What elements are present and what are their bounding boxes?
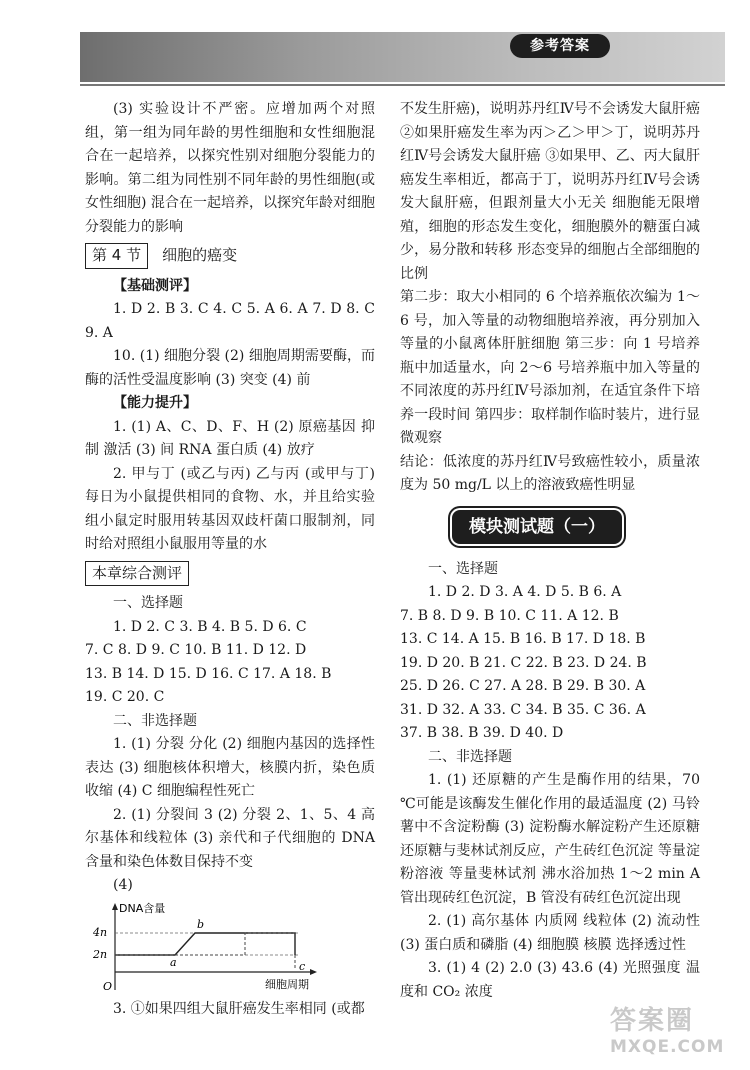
choice-line-1: 1. D 2. C 3. B 4. B 5. D 6. C xyxy=(113,618,307,635)
section-number-box: 第 4 节 xyxy=(85,243,148,269)
module-choice-line-6: 31. D 32. A 33. C 34. B 35. C 36. A xyxy=(400,701,646,718)
tick-4n: 4n xyxy=(93,925,108,939)
module-answer-2: 2. (1) 高尔基体 内质网 线粒体 (2) 流动性 (3) 蛋白质和磷脂 (4) 细胞膜 核膜 选择透过性 xyxy=(400,913,700,953)
watermark-url: MXQE.COM xyxy=(610,1037,725,1057)
non-choice-answer-1: 1. (1) 分裂 分化 (2) 细胞内基因的选择性表达 (3) 细胞核体积增大，核膜内折，染色质收缩 (4) C 细胞编程性死亡 xyxy=(85,736,375,799)
graph-dna-curve xyxy=(115,933,295,955)
non-choice-answer-2-4: (4) xyxy=(113,877,133,893)
non-choice-answer-2: 2. (1) 分裂间 3 (2) 分裂 2、1、5、4 高尔基体和线粒体 (3) 亲代和子代细胞的 DNA 含量和染色体数目保持不变 xyxy=(85,806,375,870)
paragraph-step-2: 第二步：取大小相同的 6 个培养瓶依次编为 1～6 号，加入等量的动物细胞培养液，再分别加入等量的小鼠离体肝脏细胞 第三步：向 1 号培养瓶中加适量水，向 2～6 号培养瓶中加入等量的不同浓度的苏丹红Ⅳ号添加剂，在适宜条件下培养一段时间 第四步：取样制作临时装片，进行显微观察 xyxy=(400,289,700,446)
ability-answer-1: 1. (1) A、C、D、F、H (2) 原癌基因 抑制 激活 (3) 间 RNA 蛋白质 (4) 放疗 xyxy=(85,418,375,458)
answer-key-badge: 参考答案 xyxy=(510,34,610,58)
header-rule xyxy=(80,84,725,86)
module-choice-line-4: 19. D 20. B 21. C 22. B 23. D 24. B xyxy=(400,654,647,671)
choice-line-4: 19. C 20. C xyxy=(85,689,165,705)
right-column xyxy=(400,98,700,1004)
header-bar xyxy=(80,32,725,82)
paragraph-continued: 不发生肝癌)，说明苏丹红Ⅳ号不会诱发大鼠肝癌 ②如果肝癌发生率为丙＞乙＞甲＞丁，说明苏丹红Ⅳ号会诱发大鼠肝癌 ③如果甲、乙、丙大鼠肝癌发生率相近，都高于丁，说明苏丹红Ⅳ号会诱发大鼠肝癌，但跟剂量大小无关 细胞能无限增殖，细胞的形态发生变化，细胞膜外的糖蛋白减少，易分散和转移 形态变异的细胞占全部细胞的比例 xyxy=(400,101,700,282)
graph-x-label: 细胞周期 xyxy=(265,977,309,991)
ability-answer-2: 2. 甲与丁 (或乙与丙) 乙与丙 (或甲与丁) 每日为小鼠提供相同的食物、水，并且给实验组小鼠定时服用转基因双歧杆菌口服制剂，同时给对照组小鼠服用等量的水 xyxy=(85,465,375,552)
choice-line-3: 13. B 14. D 15. D 16. C 17. A 18. B xyxy=(85,665,332,682)
section-title: 细胞的癌变 xyxy=(162,246,238,264)
module-choice-line-7: 37. B 38. B 39. D 40. D xyxy=(400,725,564,741)
module-answer-3: 3. (1) 4 (2) 2.0 (3) 43.6 (4) 光照强度 温度和 CO₂ 浓度 xyxy=(400,960,700,1000)
graph-y-label: DNA含量 xyxy=(119,901,166,915)
module-answer-1: 1. (1) 还原糖的产生是酶作用的结果，70 ℃可能是该酶发生催化作用的最适温度 (2) 马铃薯中不含淀粉酶 (3) 淀粉酶水解淀粉产生还原糖 还原糖与斐林试剂反应，产生砖红色沉淀 等量淀粉溶液 等量斐林试剂 沸水浴加热 1～2 min A 管出现砖红色沉淀，B 管没有砖红色沉淀出现 xyxy=(400,772,700,906)
point-c: c xyxy=(299,959,306,973)
module-choice-heading: 一、选择题 xyxy=(428,560,498,577)
paragraph-experiment-design: (3) 实验设计不严密。应增加两个对照组，第一组为同年龄的男性细胞和女性细胞混合在一起培养，以探究性别对细胞分裂能力的影响。第二组为同性别不同年龄的男性细胞(或女性细胞) 混合在一起培养，以探究年龄对细胞分裂能力的影响 xyxy=(85,101,375,235)
paragraph-conclusion: 结论：低浓度的苏丹红Ⅳ号致癌性较小，质量浓度为 50 mg/L 以上的溶液致癌性明显 xyxy=(400,453,700,493)
left-column xyxy=(85,98,375,1021)
point-a: a xyxy=(170,955,177,969)
module-test-title: 模块测试题（一） xyxy=(452,510,622,544)
graph-origin: O xyxy=(103,979,113,993)
choice-heading: 一、选择题 xyxy=(113,595,183,611)
site-watermark xyxy=(610,1000,740,1064)
module-non-choice-heading: 二、非选择题 xyxy=(428,748,512,765)
module-choice-line-3: 13. C 14. A 15. B 16. B 17. D 18. B xyxy=(400,631,646,647)
basic-answers-1-9: 1. D 2. B 3. C 4. C 5. A 6. A 7. D 8. C 9. A xyxy=(85,301,375,341)
chapter-heading xyxy=(85,557,375,593)
graph-dashed-curve xyxy=(115,933,295,955)
section-heading xyxy=(85,239,375,275)
non-choice-answer-3-start: 3. ①如果四组大鼠肝癌发生率相同 (或都 xyxy=(113,1000,365,1017)
point-b: b xyxy=(197,917,205,931)
basic-test-heading: 【基础测评】 xyxy=(113,277,197,294)
tick-2n: 2n xyxy=(93,947,108,961)
non-choice-heading: 二、非选择题 xyxy=(113,712,197,729)
module-choice-line-5: 25. D 26. C 27. A 28. B 29. B 30. A xyxy=(400,678,646,694)
module-choice-line-2: 7. B 8. D 9. B 10. C 11. A 12. B xyxy=(400,607,619,624)
basic-answer-10: 10. (1) 细胞分裂 (2) 细胞周期需要酶，而酶的活性受温度影响 (3) 突变 (4) 前 xyxy=(85,348,375,388)
module-choice-line-1: 1. D 2. D 3. A 4. D 5. B 6. A xyxy=(428,584,622,600)
ability-heading: 【能力提升】 xyxy=(113,395,197,411)
chapter-title-box: 本章综合测评 xyxy=(85,561,189,587)
choice-line-2: 7. C 8. D 9. C 10. B 11. D 12. D xyxy=(85,642,307,658)
watermark-logo-text: 答案圈 xyxy=(610,1006,695,1036)
dna-content-graph xyxy=(85,900,325,998)
